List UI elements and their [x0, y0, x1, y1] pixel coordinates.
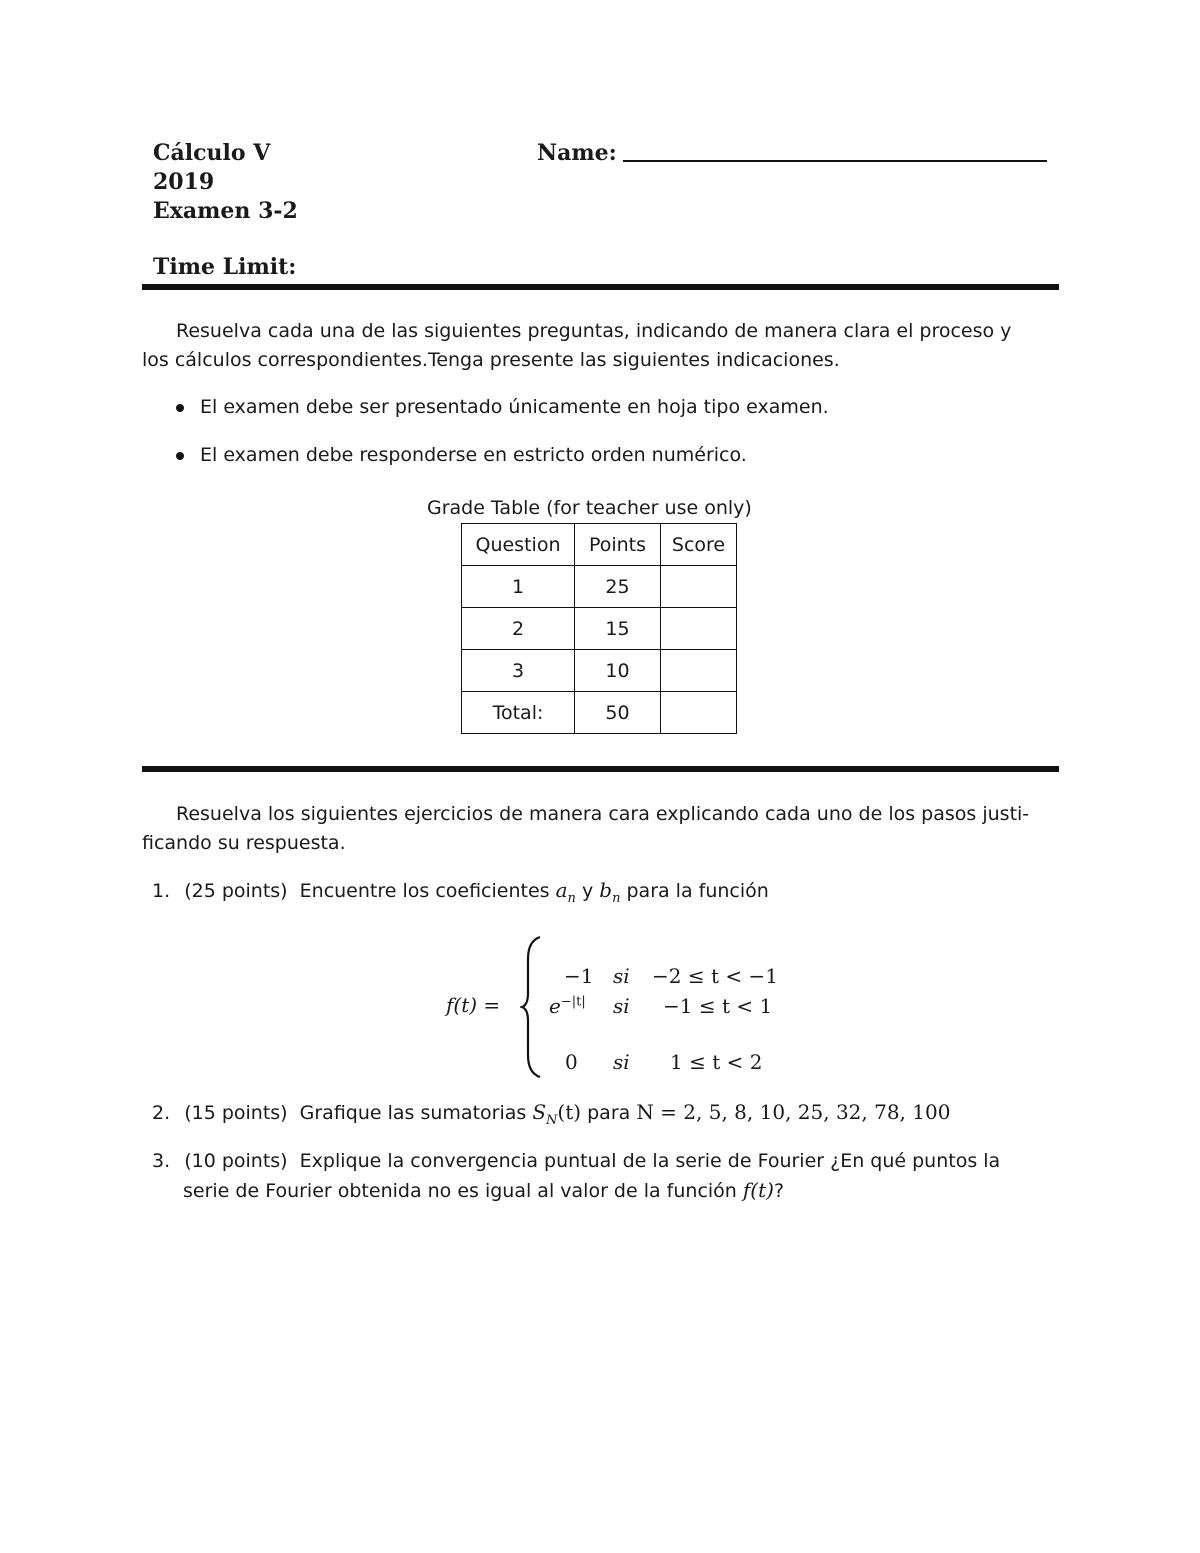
points-cell: 10: [575, 650, 661, 692]
score-cell[interactable]: [661, 608, 737, 650]
question-points: (15 points): [184, 1102, 288, 1124]
question-points: (10 points): [184, 1150, 288, 1172]
math-function: f(t): [742, 1178, 774, 1202]
piecewise-lhs: f(t) =: [446, 993, 501, 1017]
exam-year: 2019: [153, 169, 215, 195]
case-condition-1: −2 ≤ t < −1: [652, 964, 778, 988]
question-number: 2.: [152, 1102, 171, 1124]
question-cell: 1: [462, 566, 575, 608]
math-exponent: −|t|: [560, 994, 586, 1010]
math-sub: n: [612, 890, 621, 906]
points-cell: 15: [575, 608, 661, 650]
case-condition-2: −1 ≤ t < 1: [663, 994, 773, 1018]
header-rule: [142, 284, 1059, 290]
grade-table-caption: Grade Table (for teacher use only): [427, 497, 752, 519]
left-brace-icon: [520, 935, 544, 1079]
question-text: y: [581, 880, 594, 902]
question-cell: Total:: [462, 692, 575, 734]
case-si-3: si: [613, 1050, 630, 1074]
question-number: 1.: [152, 880, 171, 902]
intro-line-1: Resuelva cada una de las siguientes preguntas, indicando de manera clara el proceso y: [176, 320, 1012, 342]
instructions-line-2: ficando su respuesta.: [142, 832, 346, 854]
question-text: para la función: [626, 880, 769, 902]
question-1: [152, 876, 769, 913]
math-arg: (t): [557, 1100, 582, 1124]
bullet-icon: [176, 404, 184, 412]
exam-title: Examen 3-2: [153, 198, 298, 224]
name-label: Name:: [537, 140, 617, 166]
case-condition-3: 1 ≤ t < 2: [670, 1050, 763, 1074]
question-3-line-2: [183, 1176, 784, 1206]
case-value-2: $e^{-|t|}$: [549, 994, 586, 1018]
question-text: Grafique las sumatorias: [299, 1102, 527, 1124]
points-cell: 25: [575, 566, 661, 608]
question-text: para: [587, 1102, 631, 1124]
instructions-line-1: Resuelva los siguientes ejercicios de manera cara explicando cada uno de los pasos justi-: [176, 803, 1030, 825]
name-field-line[interactable]: [623, 160, 1047, 162]
case-si-1: si: [613, 964, 630, 988]
question-cell: 3: [462, 650, 575, 692]
bullet-item-1: El examen debe ser presentado únicamente en hoja tipo examen.: [200, 396, 829, 418]
points-cell: 50: [575, 692, 661, 734]
bullet-icon: [176, 452, 184, 460]
question-3: [152, 1147, 1000, 1176]
table-header-cell: Score: [661, 524, 737, 566]
math-n-values: N = 2, 5, 8, 10, 25, 32, 78, 100: [636, 1100, 951, 1124]
question-text: Encuentre los coeficientes: [299, 880, 550, 902]
math-var-b: b: [599, 878, 613, 902]
table-row: [462, 650, 737, 692]
intro-line-2: los cálculos correspondientes.Tenga presente las siguientes indicaciones.: [142, 349, 840, 371]
table-header-row: [462, 524, 737, 566]
question-text: Explique la convergencia puntual de la serie de Fourier ¿En qué puntos la: [299, 1150, 1001, 1172]
case-si-2: si: [613, 994, 630, 1018]
question-cell: 2: [462, 608, 575, 650]
score-cell[interactable]: [661, 566, 737, 608]
table-row: [462, 566, 737, 608]
question-2: [152, 1098, 950, 1135]
course-title: Cálculo V: [153, 140, 271, 166]
question-number: 3.: [152, 1150, 171, 1172]
math-sub: n: [567, 890, 576, 906]
section-rule: [142, 766, 1059, 772]
case-value-3: 0: [565, 1050, 578, 1074]
table-row: [462, 608, 737, 650]
table-header-cell: Question: [462, 524, 575, 566]
score-cell[interactable]: [661, 692, 737, 734]
score-cell[interactable]: [661, 650, 737, 692]
math-sub: N: [546, 1112, 558, 1128]
bullet-item-2: El examen debe responderse en estricto orden numérico.: [200, 444, 747, 466]
question-mark: ?: [773, 1180, 785, 1202]
question-points: (25 points): [184, 880, 288, 902]
math-sum-symbol: S: [532, 1100, 547, 1124]
table-header-cell: Points: [575, 524, 661, 566]
case-value-1: −1: [564, 964, 594, 988]
grade-table: [461, 523, 737, 734]
question-text: serie de Fourier obtenida no es igual al valor de la función: [183, 1180, 737, 1202]
time-limit-label: Time Limit:: [153, 254, 297, 280]
table-row: [462, 692, 737, 734]
math-var-a: a: [555, 878, 568, 902]
